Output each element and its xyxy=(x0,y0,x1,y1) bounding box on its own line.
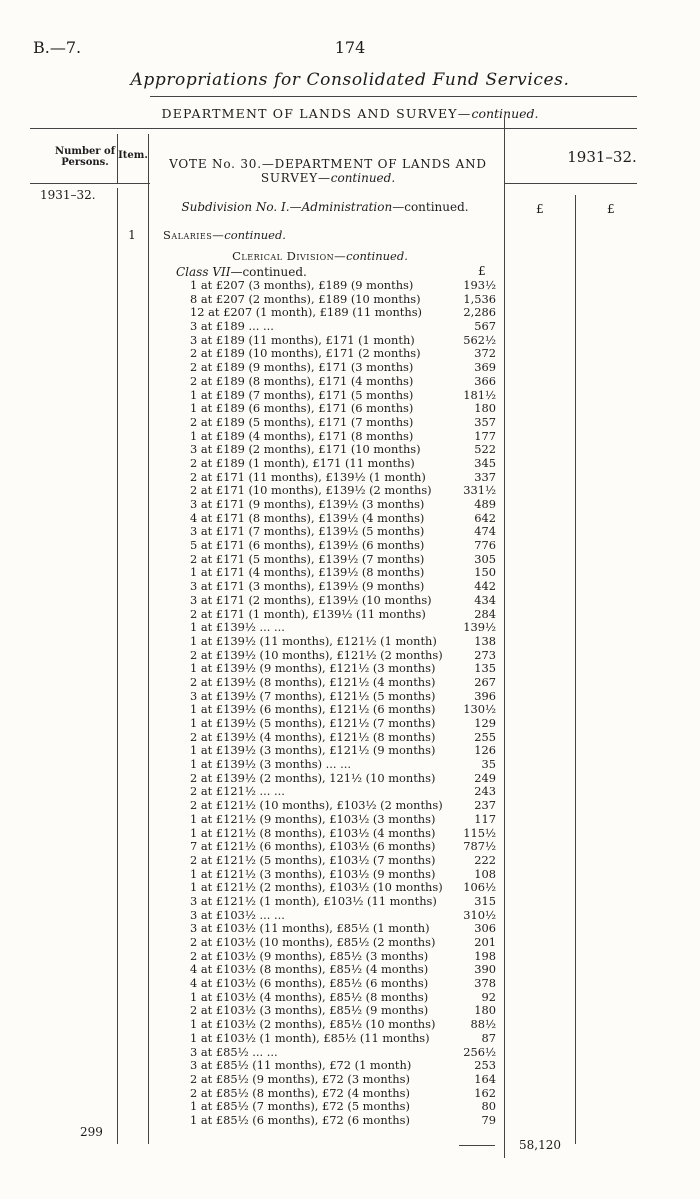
table-row xyxy=(0,1087,700,1101)
page-title: Appropriations for Consolidated Fund Services. xyxy=(130,70,570,90)
vote-heading xyxy=(158,157,498,185)
pound-sign-mid: £ xyxy=(536,202,544,216)
row-amount: 92 xyxy=(481,989,496,1004)
row-amount: 135 xyxy=(474,661,496,676)
row-description: 2 at £171 (11 months), £139½ (1 month) xyxy=(190,469,426,484)
row-amount: 181½ xyxy=(463,387,496,402)
table-row xyxy=(0,498,700,512)
table-row xyxy=(0,690,700,704)
row-description: 2 at £139½ (10 months), £121½ (2 months) xyxy=(190,647,443,662)
class-label: Class VII xyxy=(176,265,231,279)
row-description: 1 at £207 (3 months), £189 (9 months) xyxy=(190,278,414,292)
clerical-division-heading xyxy=(150,249,490,263)
subdivision-heading xyxy=(152,200,498,214)
row-amount: 378 xyxy=(474,976,496,991)
row-amount: 253 xyxy=(474,1058,496,1073)
row-amount: 106½ xyxy=(463,880,496,895)
row-amount: 522 xyxy=(474,442,496,457)
item-number: 1 xyxy=(128,228,136,242)
table-row xyxy=(0,703,700,717)
row-amount: 139½ xyxy=(463,620,496,635)
row-amount: 150 xyxy=(474,565,496,580)
table-row xyxy=(0,977,700,991)
row-amount: 337 xyxy=(474,469,496,484)
table-row xyxy=(0,608,700,622)
year-column-header: 1931–32. xyxy=(567,148,637,166)
table-row xyxy=(0,717,700,731)
row-amount: 2,286 xyxy=(463,305,496,320)
class-continued: —continued. xyxy=(230,265,307,279)
table-row xyxy=(0,1100,700,1114)
row-description: 4 at £103½ (6 months), £85½ (6 months) xyxy=(190,976,429,991)
row-description: 5 at £171 (6 months), £139½ (6 months) xyxy=(190,538,425,553)
row-amount: 567 xyxy=(474,319,496,334)
row-amount: 130½ xyxy=(463,702,496,717)
row-amount: 357 xyxy=(474,414,496,429)
row-description: 1 at £171 (4 months), £139½ (8 months) xyxy=(190,565,425,580)
salaries-continued: continued. xyxy=(224,228,286,242)
row-description: 1 at £121½ (2 months), £103½ (10 months) xyxy=(190,880,443,895)
row-amount: 345 xyxy=(474,455,496,470)
salaries-heading xyxy=(163,228,286,242)
row-amount: 306 xyxy=(474,921,496,936)
row-description: 2 at £139½ (8 months), £121½ (4 months) xyxy=(190,674,436,689)
row-description: 2 at £171 (5 months), £139½ (7 months) xyxy=(190,551,425,566)
table-row xyxy=(0,621,700,635)
row-amount: 305 xyxy=(474,551,496,566)
table-row xyxy=(0,334,700,348)
table-row xyxy=(0,785,700,799)
table-row xyxy=(0,868,700,882)
row-description: 1 at £139½ (3 months), £121½ (9 months) xyxy=(190,743,436,758)
salaries-label: Salaries— xyxy=(163,228,225,242)
table-row xyxy=(0,991,700,1005)
row-description: 2 at £189 (9 months), £171 (3 months) xyxy=(190,360,414,375)
table-row xyxy=(0,553,700,567)
total-rule xyxy=(459,1145,495,1146)
row-description: 2 at £171 (1 month), £139½ (11 months) xyxy=(190,606,426,621)
row-amount: 35 xyxy=(481,757,496,772)
row-amount: 642 xyxy=(474,510,496,525)
table-row xyxy=(0,649,700,663)
row-description: 1 at £139½ (6 months), £121½ (6 months) xyxy=(190,702,436,717)
title-rule xyxy=(150,96,637,97)
row-amount: 222 xyxy=(474,852,496,867)
row-description: 2 at £85½ (8 months), £72 (4 months) xyxy=(190,1085,410,1100)
table-row xyxy=(0,320,700,334)
row-description: 1 at £103½ (4 months), £85½ (8 months) xyxy=(190,989,429,1004)
table-row xyxy=(0,854,700,868)
row-amount: 193½ xyxy=(463,278,496,292)
class-heading xyxy=(176,265,307,279)
row-amount: 562½ xyxy=(463,332,496,347)
table-row xyxy=(0,484,700,498)
row-amount: 88½ xyxy=(470,1017,496,1032)
row-description: 3 at £189 (11 months), £171 (1 month) xyxy=(190,332,415,347)
row-amount: 273 xyxy=(474,647,496,662)
table-row xyxy=(0,293,700,307)
row-description: 3 at £139½ (7 months), £121½ (5 months) xyxy=(190,688,436,703)
table-row xyxy=(0,1073,700,1087)
row-amount: 255 xyxy=(474,729,496,744)
row-description: 1 at £103½ (1 month), £85½ (11 months) xyxy=(190,1030,430,1045)
persons-column-header: Number of Persons. xyxy=(54,146,116,168)
row-description: 3 at £85½ (11 months), £72 (1 month) xyxy=(190,1058,412,1073)
row-amount: 162 xyxy=(474,1085,496,1100)
table-row xyxy=(0,963,700,977)
row-description: 7 at £121½ (6 months), £103½ (6 months) xyxy=(190,839,436,854)
row-description: 4 at £171 (8 months), £139½ (4 months) xyxy=(190,510,425,525)
row-amount: 177 xyxy=(474,428,496,443)
row-amount: 129 xyxy=(474,716,496,730)
table-row xyxy=(0,1059,700,1073)
row-amount: 1,536 xyxy=(463,291,496,306)
row-amount: 366 xyxy=(474,373,496,388)
vote-line-1: VOTE No. 30.—DEPARTMENT OF LANDS AND xyxy=(169,157,487,171)
clerical-continued: continued. xyxy=(346,249,408,263)
row-amount: 117 xyxy=(474,811,496,826)
row-amount: 79 xyxy=(481,1112,496,1127)
table-row xyxy=(0,799,700,813)
row-amount: 115½ xyxy=(463,825,496,840)
department-heading xyxy=(0,106,700,121)
amount-pound-sign: £ xyxy=(478,264,486,278)
table-row xyxy=(0,306,700,320)
row-description: 2 at £139½ (2 months), 121½ (10 months) xyxy=(190,770,436,785)
clerical-label: Clerical Division— xyxy=(232,249,347,263)
row-amount: 331½ xyxy=(463,483,496,498)
row-amount: 87 xyxy=(481,1030,496,1045)
row-description: 12 at £207 (1 month), £189 (11 months) xyxy=(190,305,422,320)
row-amount: 249 xyxy=(474,770,496,785)
row-description: 1 at £139½ ... ... xyxy=(190,620,285,635)
row-description: 2 at £121½ (10 months), £103½ (2 months) xyxy=(190,798,443,813)
table-row xyxy=(0,347,700,361)
table-row xyxy=(0,594,700,608)
row-description: 1 at £189 (6 months), £171 (6 months) xyxy=(190,401,414,416)
row-description: 1 at £85½ (6 months), £72 (6 months) xyxy=(190,1112,410,1127)
row-description: 2 at £103½ (3 months), £85½ (9 months) xyxy=(190,1003,429,1018)
table-row xyxy=(0,1114,700,1128)
row-description: 4 at £103½ (8 months), £85½ (4 months) xyxy=(190,962,429,977)
table-row xyxy=(0,443,700,457)
row-description: 1 at £139½ (3 months) ... ... xyxy=(190,757,351,772)
table-row xyxy=(0,635,700,649)
table-row xyxy=(0,840,700,854)
table-row xyxy=(0,1046,700,1060)
row-amount: 180 xyxy=(474,1003,496,1018)
table-row xyxy=(0,416,700,430)
table-row xyxy=(0,676,700,690)
row-description: 2 at £121½ (5 months), £103½ (7 months) xyxy=(190,852,436,867)
year-label-left: 1931–32. xyxy=(40,188,96,202)
row-amount: 787½ xyxy=(463,839,496,854)
row-amount: 108 xyxy=(474,866,496,881)
persons-total: 299 xyxy=(80,1125,103,1139)
row-description: 2 at £85½ (9 months), £72 (3 months) xyxy=(190,1071,410,1086)
row-description: 3 at £171 (2 months), £139½ (10 months) xyxy=(190,592,432,607)
subdivision-continued: continued. xyxy=(404,200,469,214)
table-row xyxy=(0,1018,700,1032)
department-continued: continued. xyxy=(471,106,539,121)
persons-item-divider-top xyxy=(117,134,118,183)
row-amount: 434 xyxy=(474,592,496,607)
vote-line-2: SURVEY— xyxy=(260,171,331,185)
pound-sign-right: £ xyxy=(607,202,615,216)
table-row xyxy=(0,566,700,580)
row-description: 2 at £139½ (4 months), £121½ (8 months) xyxy=(190,729,436,744)
row-amount: 372 xyxy=(474,346,496,361)
table-row xyxy=(0,744,700,758)
table-row xyxy=(0,881,700,895)
table-row xyxy=(0,580,700,594)
table-row xyxy=(0,539,700,553)
department-name: DEPARTMENT OF LANDS AND SURVEY— xyxy=(161,106,472,121)
header-bottom-rule-left xyxy=(30,183,150,184)
row-description: 3 at £121½ (1 month), £103½ (11 months) xyxy=(190,893,437,908)
row-description: 3 at £103½ (11 months), £85½ (1 month) xyxy=(190,921,430,936)
row-description: 1 at £121½ (9 months), £103½ (3 months) xyxy=(190,811,436,826)
row-description: 2 at £189 (10 months), £171 (2 months) xyxy=(190,346,421,361)
row-amount: 138 xyxy=(474,633,496,648)
row-amount: 776 xyxy=(474,538,496,553)
vote-continued: continued. xyxy=(330,171,396,185)
row-description: 1 at £189 (4 months), £171 (8 months) xyxy=(190,428,414,443)
row-amount: 310½ xyxy=(463,907,496,922)
row-description: 1 at £121½ (8 months), £103½ (4 months) xyxy=(190,825,436,840)
table-row xyxy=(0,1032,700,1046)
table-row xyxy=(0,772,700,786)
document-code: B.—7. xyxy=(33,38,82,57)
row-description: 1 at £103½ (2 months), £85½ (10 months) xyxy=(190,1017,436,1032)
row-description: 2 at £121½ ... ... xyxy=(190,784,285,799)
row-amount: 396 xyxy=(474,688,496,703)
row-description: 1 at £85½ (7 months), £72 (5 months) xyxy=(190,1099,410,1114)
table-row xyxy=(0,430,700,444)
row-amount: 315 xyxy=(474,893,496,908)
row-amount: 198 xyxy=(474,948,496,963)
row-amount: 256½ xyxy=(463,1044,496,1059)
row-description: 3 at £85½ ... ... xyxy=(190,1044,278,1059)
row-description: 3 at £171 (9 months), £139½ (3 months) xyxy=(190,497,425,511)
table-row xyxy=(0,662,700,676)
table-row xyxy=(0,895,700,909)
subdivision-text: Subdivision No. I.—Administration— xyxy=(181,200,405,214)
table-row xyxy=(0,758,700,772)
row-amount: 390 xyxy=(474,962,496,977)
table-row xyxy=(0,922,700,936)
row-description: 1 at £121½ (3 months), £103½ (9 months) xyxy=(190,866,436,881)
row-description: 2 at £171 (10 months), £139½ (2 months) xyxy=(190,483,432,498)
row-description: 2 at £103½ (9 months), £85½ (3 months) xyxy=(190,948,429,963)
row-amount: 442 xyxy=(474,579,496,594)
row-description: 1 at £139½ (5 months), £121½ (7 months) xyxy=(190,716,436,730)
table-row xyxy=(0,471,700,485)
table-row xyxy=(0,731,700,745)
row-description: 2 at £103½ (10 months), £85½ (2 months) xyxy=(190,935,436,949)
table-row xyxy=(0,279,700,293)
table-row xyxy=(0,525,700,539)
row-description: 2 at £189 (5 months), £171 (7 months) xyxy=(190,414,414,429)
row-amount: 284 xyxy=(474,606,496,621)
row-amount: 180 xyxy=(474,401,496,416)
header-bottom-rule-right xyxy=(504,183,637,184)
row-amount: 164 xyxy=(474,1071,496,1086)
table-row xyxy=(0,457,700,471)
row-amount: 267 xyxy=(474,674,496,689)
row-description: 1 at £189 (7 months), £171 (5 months) xyxy=(190,387,414,402)
table-row xyxy=(0,813,700,827)
row-amount: 237 xyxy=(474,798,496,813)
table-row xyxy=(0,1004,700,1018)
table-row xyxy=(0,375,700,389)
row-description: 3 at £171 (7 months), £139½ (5 months) xyxy=(190,524,425,539)
row-amount: 369 xyxy=(474,360,496,375)
table-top-rule xyxy=(30,128,637,129)
row-description: 3 at £189 (2 months), £171 (10 months) xyxy=(190,442,421,457)
page-number: 174 xyxy=(334,38,366,57)
table-row xyxy=(0,909,700,923)
row-amount: 243 xyxy=(474,784,496,799)
row-amount: 80 xyxy=(481,1099,496,1114)
salary-rows xyxy=(0,279,700,1128)
item-column-header: Item. xyxy=(118,150,148,161)
row-description: 3 at £103½ ... ... xyxy=(190,907,285,922)
row-description: 3 at £171 (3 months), £139½ (9 months) xyxy=(190,579,425,594)
row-description: 3 at £189 ... ... xyxy=(190,319,274,334)
row-amount: 489 xyxy=(474,497,496,511)
table-row xyxy=(0,402,700,416)
table-row xyxy=(0,389,700,403)
row-amount: 201 xyxy=(474,935,496,949)
row-amount: 126 xyxy=(474,743,496,758)
row-description: 1 at £139½ (11 months), £121½ (1 month) xyxy=(190,633,437,648)
table-row xyxy=(0,827,700,841)
amount-total: 58,120 xyxy=(519,1138,561,1152)
table-row xyxy=(0,361,700,375)
row-description: 2 at £189 (1 month), £171 (11 months) xyxy=(190,455,415,470)
row-description: 2 at £189 (8 months), £171 (4 months) xyxy=(190,373,414,388)
row-description: 8 at £207 (2 months), £189 (10 months) xyxy=(190,291,421,306)
table-row xyxy=(0,950,700,964)
table-row xyxy=(0,936,700,950)
row-amount: 474 xyxy=(474,524,496,539)
row-description: 1 at £139½ (9 months), £121½ (3 months) xyxy=(190,661,436,676)
table-row xyxy=(0,512,700,526)
